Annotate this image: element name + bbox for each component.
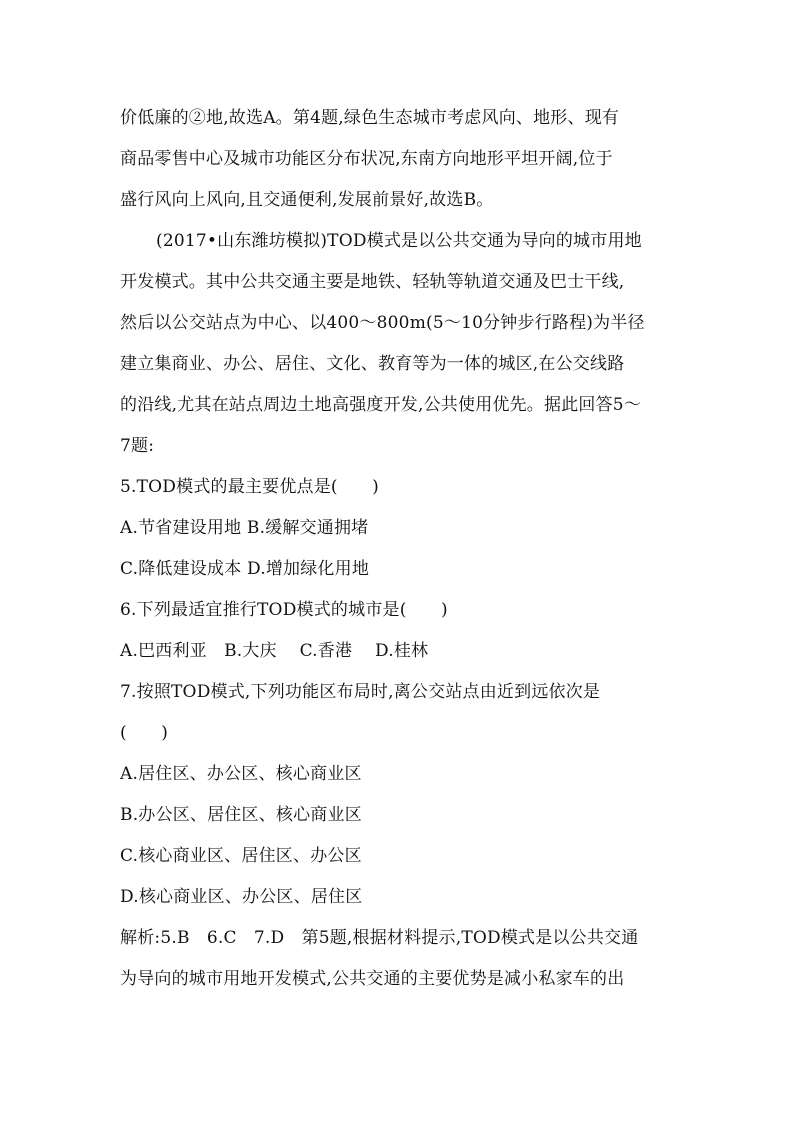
question-7-option-d: D.核心商业区、办公区、居住区 — [120, 887, 363, 907]
passage-line: 建立集商业、办公、居住、文化、教育等为一体的城区,在公交线路 — [120, 354, 625, 374]
passage-line: 然后以公交站点为中心、以400～800m(5～10分钟步行路程)为半径 — [120, 313, 645, 333]
question-6-options: A.巴西利亚 B.大庆 C.香港 D.桂林 — [120, 641, 429, 661]
question-5-options-ab: A.节省建设用地 B.缓解交通拥堵 — [120, 518, 369, 538]
question-7-blank: ( ) — [120, 723, 169, 743]
paragraph-line: 价低廉的②地,故选A。第4题,绿色生态城市考虑风向、地形、现有 — [120, 108, 620, 128]
passage-line: 7题: — [120, 436, 155, 456]
analysis-line: 为导向的城市用地开发模式,公共交通的主要优势是减小私家车的出 — [120, 969, 625, 989]
passage-line: 的沿线,尤其在站点周边土地高强度开发,公共使用优先。据此回答5～ — [120, 395, 642, 415]
analysis-line: 解析:5.B 6.C 7.D 第5题,根据材料提示,TOD模式是以公共交通 — [120, 928, 639, 948]
passage-intro-line: (2017•山东潍坊模拟)TOD模式是以公共交通为导向的城市用地 — [156, 231, 642, 251]
passage-line: 开发模式。其中公共交通主要是地铁、轻轨等轨道交通及巴士干线, — [120, 272, 625, 292]
question-7-option-b: B.办公区、居住区、核心商业区 — [120, 805, 362, 825]
question-7-option-a: A.居住区、办公区、核心商业区 — [120, 764, 362, 784]
question-5: 5.TOD模式的最主要优点是( ) — [120, 477, 379, 497]
paragraph-line: 商品零售中心及城市功能区分布状况,东南方向地形平坦开阔,位于 — [120, 149, 613, 169]
question-6: 6.下列最适宜推行TOD模式的城市是( ) — [120, 600, 448, 620]
question-7-option-c: C.核心商业区、居住区、办公区 — [120, 846, 362, 866]
paragraph-line: 盛行风向上风向,且交通便利,发展前景好,故选B。 — [120, 190, 494, 210]
question-7: 7.按照TOD模式,下列功能区布局时,离公交站点由近到远依次是 — [120, 682, 601, 702]
document-body — [120, 98, 686, 1000]
question-5-options-cd: C.降低建设成本 D.增加绿化用地 — [120, 559, 370, 579]
